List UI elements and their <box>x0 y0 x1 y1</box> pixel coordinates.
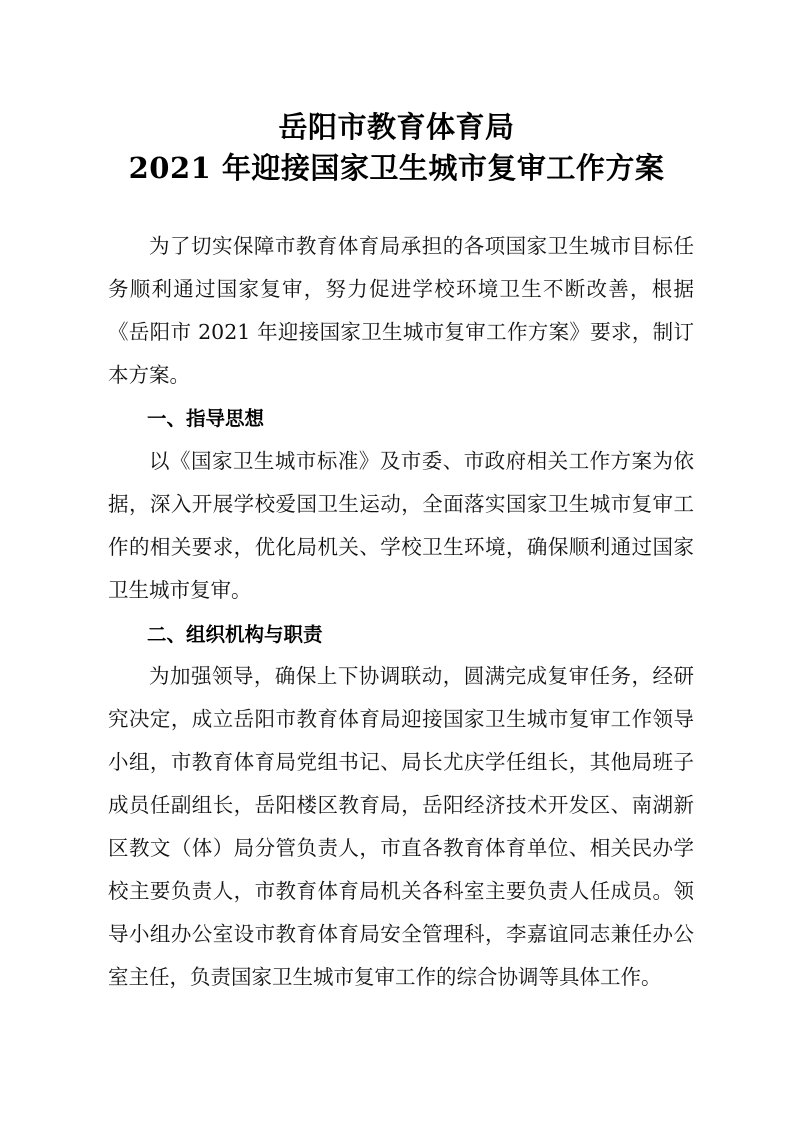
section2-paragraph: 为加强领导，确保上下协调联动，圆满完成复审任务，经研究决定，成立岳阳市教育体育局迎接国家卫生城市复审工作领导小组，市教育体育局党组书记、局长尤庆学任组长，其他局班子成员任副组长，岳阳楼区教育局，岳阳经济技术开发区、南湖新区教文（体）局分管负责人，市直各教育体育单位、相关民办学校主要负责人，市教育体育局机关各科室主要负责人任成员。领导小组办公室设市教育体育局安全管理科，李嘉谊同志兼任办公室主任，负责国家卫生城市复审工作的综合协调等具体工作。 <box>108 664 694 989</box>
section2-heading: 二、组织机构与职责 <box>147 623 323 646</box>
section2-body-block <box>108 655 694 999</box>
intro-section <box>108 225 694 397</box>
section1-body-block <box>108 440 694 612</box>
section2-heading-block <box>108 613 694 656</box>
document-title-line1: 岳阳市教育体育局 <box>278 110 515 144</box>
section1-heading: 一、指导思想 <box>147 407 265 430</box>
document-title-line2: 2021 年迎接国家卫生城市复审工作方案 <box>128 151 665 185</box>
intro-paragraph: 为了切实保障市教育体育局承担的各项国家卫生城市目标任务顺利通过国家复审，努力促进学校环境卫生不断改善，根据《岳阳市 2021 年迎接国家卫生城市复审工作方案》要求，制订本方案。 <box>108 234 694 387</box>
section1-heading-block <box>108 397 694 440</box>
section1-paragraph: 以《国家卫生城市标准》及市委、市政府相关工作方案为依据，深入开展学校爱国卫生运动，全面落实国家卫生城市复审工作的相关要求，优化局机关、学校卫生环境，确保顺利通过国家卫生城市复审。 <box>108 449 694 602</box>
